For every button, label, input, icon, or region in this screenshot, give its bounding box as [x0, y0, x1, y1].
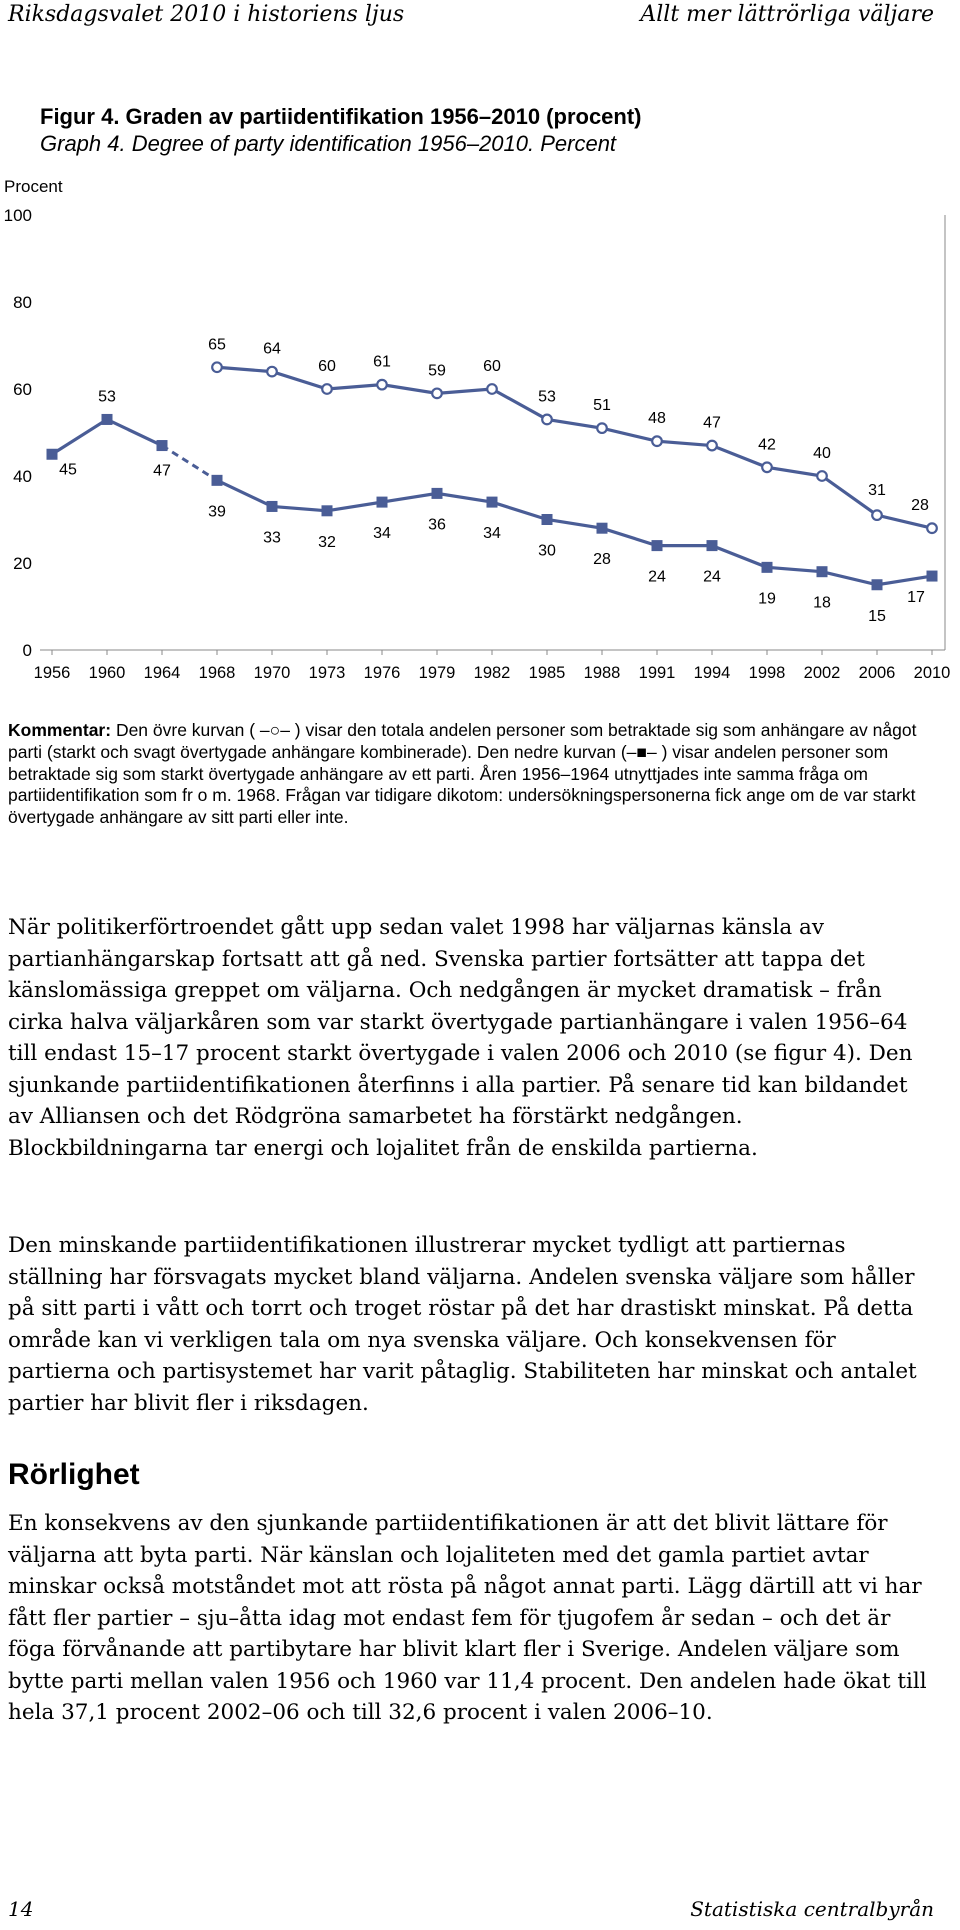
data-label: 31 [868, 482, 886, 500]
data-point-circle [872, 510, 882, 520]
data-point-square [212, 475, 223, 486]
data-point-square [872, 579, 883, 590]
comment-text-1: Den övre kurvan ( [111, 720, 260, 740]
chart-axes [4, 177, 951, 682]
x-tick-label: 1982 [473, 664, 511, 682]
comment-text-2: ) visar den totala andelen personer som betraktade sig som anhängare av något parti (starkt och svagt övertygade anhängare kombinerade). Den nedre kurvan ( [8, 720, 917, 762]
data-point-circle [597, 423, 607, 433]
x-tick-label: 2010 [913, 664, 951, 682]
data-label: 47 [703, 414, 721, 432]
party-identification-chart [0, 170, 960, 710]
figure-title: Figur 4. Graden av partiidentifikation 1956–2010 (procent) [40, 104, 642, 129]
data-point-square [157, 440, 168, 451]
data-point-square [817, 566, 828, 577]
data-label: 60 [483, 358, 501, 375]
data-label: 30 [538, 542, 556, 560]
y-tick-label: 0 [22, 641, 32, 660]
data-point-square [597, 523, 608, 534]
x-tick-label: 1968 [198, 664, 236, 682]
chart-lines [52, 367, 932, 585]
data-label: 42 [758, 436, 776, 454]
x-tick-label: 2002 [803, 664, 841, 682]
data-label: 39 [208, 503, 226, 521]
x-tick-label: 1988 [583, 664, 621, 682]
data-point-circle [487, 384, 497, 394]
chart-marks [47, 362, 938, 590]
lower-curve-symbol: –■– [626, 741, 657, 762]
x-tick-label: 1976 [363, 664, 401, 682]
data-point-circle [432, 389, 442, 399]
data-label: 47 [153, 462, 171, 480]
data-point-square [432, 488, 443, 499]
x-tick-label: 1960 [88, 664, 126, 682]
data-label: 15 [868, 607, 886, 625]
data-point-square [762, 562, 773, 573]
x-tick-label: 1970 [253, 664, 291, 682]
data-point-square [267, 501, 278, 512]
comment-text-3: ) visar andelen personer som betraktade sig som starkt övertygade anhängare av ett parti. Åren 1956–1964 utnyttjades inte samma fråga om partiidentifikation som fr o m. 1968. Frågan var tidigare dikotom: undersökningspersonerna fick ange om de var starkt övertygade anhängare av sitt parti eller inte. [8, 741, 916, 828]
data-point-circle [762, 463, 772, 473]
data-point-circle [707, 441, 717, 451]
data-point-square [102, 414, 113, 425]
data-label: 18 [813, 594, 831, 612]
data-point-square [707, 540, 718, 551]
data-point-circle [377, 380, 387, 390]
x-tick-label: 1998 [748, 664, 786, 682]
data-point-square [487, 497, 498, 508]
data-label: 34 [373, 525, 391, 543]
data-label: 36 [428, 516, 446, 534]
publisher: Statistiska centralbyrån [690, 1897, 934, 1921]
data-point-circle [927, 523, 937, 533]
data-point-square [322, 505, 333, 516]
figure-title-english: Graph 4. Degree of party identification 1956–2010. Percent [40, 131, 617, 156]
x-tick-label: 2006 [858, 664, 896, 682]
y-tick-label: 80 [13, 293, 32, 312]
data-point-circle [322, 384, 332, 394]
y-axis-label: Procent [4, 177, 63, 196]
data-point-circle [267, 367, 277, 377]
data-point-square [927, 571, 938, 582]
data-point-circle [652, 436, 662, 446]
data-label: 60 [318, 358, 336, 375]
x-tick-label: 1994 [693, 664, 731, 682]
data-point-circle [542, 415, 552, 425]
data-label: 19 [758, 590, 776, 608]
data-label: 48 [648, 410, 666, 428]
data-label: 24 [703, 568, 721, 586]
data-point-square [377, 497, 388, 508]
figure-comment [8, 720, 938, 829]
data-label: 28 [911, 497, 929, 515]
data-label: 61 [373, 353, 391, 371]
data-label: 64 [263, 340, 281, 358]
data-point-square [652, 540, 663, 551]
data-label: 33 [263, 529, 281, 547]
data-label: 40 [813, 445, 831, 462]
section-heading: Rörlighet [8, 1458, 140, 1491]
data-point-square [47, 449, 58, 460]
y-tick-label: 60 [13, 380, 32, 399]
data-label: 53 [538, 388, 556, 406]
data-label: 17 [907, 589, 925, 607]
running-header-right: Allt mer lättrörliga väljare [640, 2, 934, 27]
x-tick-label: 1985 [528, 664, 566, 682]
data-label: 45 [59, 461, 77, 479]
body-paragraph-1: När politikerförtroendet gått upp sedan valet 1998 har väljarnas känsla av partianhängarskap fortsatt att gå ned. Svenska partier fortsätter att tappa det känslomässiga greppet om väljarna. Och nedgången är mycket dramatisk – från cirka halva väljarkåren som var starkt övertygade partianhängare i valen 1956–64 till endast 15–17 procent starkt övertygade i valen 2006 och 2010 (se figur 4). Den sjunkande partiidentifikationen återfinns i alla partier. På senare tid kan bildandet av Alliansen och det Rödgröna samarbetet ha förstärkt nedgången. Blockbildningarna tar energi och lojalitet från de enskilda partierna. [8, 915, 913, 1161]
x-tick-label: 1973 [308, 664, 346, 682]
y-tick-label: 20 [13, 554, 32, 573]
data-point-circle [817, 471, 827, 481]
data-label: 34 [483, 525, 501, 543]
x-tick-label: 1964 [143, 664, 181, 682]
x-tick-label: 1956 [33, 664, 71, 682]
data-label: 32 [318, 533, 336, 551]
upper-curve-symbol: –○– [259, 720, 290, 740]
x-tick-label: 1991 [638, 664, 676, 682]
page-number: 14 [8, 1897, 34, 1921]
body-paragraph-3: En konsekvens av den sjunkande partiidentifikationen är att det blivit lättare för väljarna att byta parti. När känslan och lojaliteten med det gamla partiet avtar minskar också motståndet mot att rösta på något annat parti. Lägg därtill att vi har fått fler partier – sju–åtta idag mot endast fem för tjugofem år sedan – och det är föga förvånande att partibytare har blivit klart fler i Sverige. Andelen väljare som bytte parti mellan valen 1956 och 1960 var 11,4 procent. Den andelen hade ökat till hela 37,1 procent 2002–06 och till 32,6 procent i valen 2006–10. [8, 1511, 927, 1725]
running-header-left: Riksdagsvalet 2010 i historiens ljus [8, 2, 405, 27]
data-label: 53 [98, 388, 116, 406]
data-point-square [542, 514, 553, 525]
data-label: 28 [593, 551, 611, 569]
body-paragraph-2: Den minskande partiidentifikationen illustrerar mycket tydligt att partiernas ställning har försvagats mycket bland väljarna. Andelen svenska väljare som håller på sitt parti i vått och torrt och troget röstar på det har drastiskt minskat. På detta område kan vi verkligen tala om nya svenska väljare. Och konsekvensen för partierna och partisystemet har varit påtaglig. Stabiliteten har minskat och antalet partier har blivit fler i riksdagen. [8, 1233, 917, 1416]
data-label: 24 [648, 568, 666, 586]
y-tick-label: 40 [13, 467, 32, 486]
data-label: 65 [208, 336, 226, 354]
chart-data-labels [59, 336, 929, 625]
comment-label: Kommentar: [8, 720, 112, 740]
x-tick-label: 1979 [418, 664, 456, 682]
running-header [0, 0, 960, 40]
data-label: 51 [593, 397, 611, 415]
data-label: 59 [428, 362, 446, 380]
y-tick-label: 100 [3, 206, 32, 225]
data-point-circle [212, 362, 222, 372]
